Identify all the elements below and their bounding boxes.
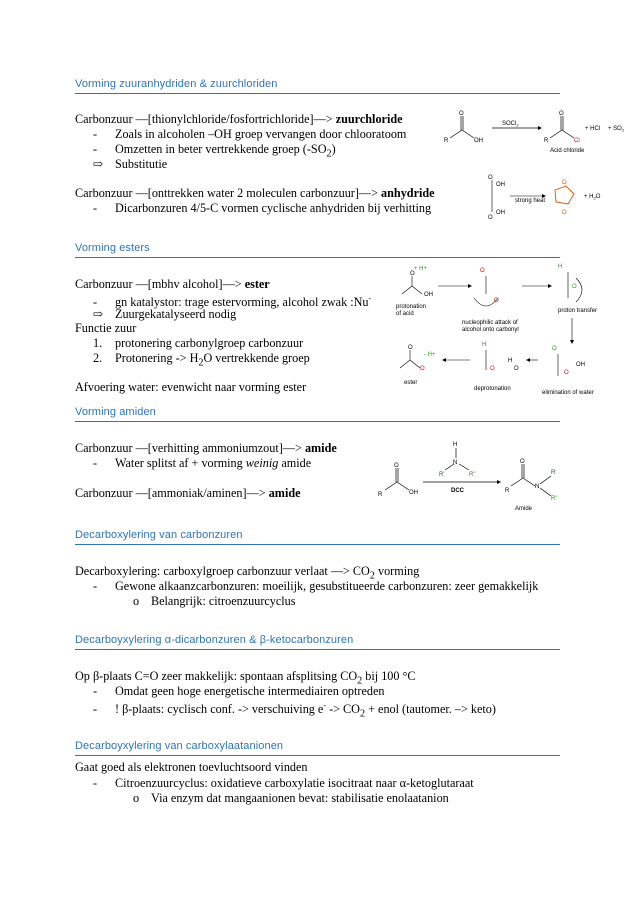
svg-text:O: O xyxy=(562,210,567,216)
svg-text:O: O xyxy=(572,284,577,290)
svg-text:H: H xyxy=(453,442,458,448)
dash-marker: - xyxy=(93,201,98,215)
svg-text:H: H xyxy=(508,358,513,364)
svg-text:ester: ester xyxy=(404,380,418,386)
bullet-line xyxy=(93,127,406,141)
svg-text:O: O xyxy=(459,111,464,117)
text: amide xyxy=(278,456,312,470)
section-heading-anhydrides: Vorming zuuranhydriden & zuurchloriden xyxy=(75,78,560,94)
text: Gaat goed als elektronen toevluchtsoord vinden xyxy=(75,760,308,774)
text: Water splitst af + vorming xyxy=(115,456,246,470)
svg-text:N: N xyxy=(535,484,540,490)
text: Carbonzuur —[verhitting ammoniumzout]—> xyxy=(75,441,305,455)
numbered-line xyxy=(93,351,310,370)
svg-text:O: O xyxy=(494,298,499,304)
svg-text:O: O xyxy=(488,175,493,181)
svg-text:R: R xyxy=(378,492,383,498)
text: + enol (tautomer. –> keto) xyxy=(365,702,496,717)
dash-marker: - xyxy=(93,579,98,593)
svg-text:deprotonation: deprotonation xyxy=(474,386,511,392)
dash-marker: - xyxy=(93,702,98,717)
text: Via enzym dat mangaanionen bevat: stabilisatie enolaatanion xyxy=(151,791,449,805)
text: Belangrijk: citroenzuurcyclus xyxy=(151,594,296,608)
section-heading-decarboxylation: Decarboxylering van carbonzuren xyxy=(75,529,560,545)
svg-text:OH: OH xyxy=(496,210,505,216)
number-marker: 1. xyxy=(93,336,103,350)
bold-term: ester xyxy=(244,277,270,291)
section-heading-ketocarbonzuren: Decarboyxylering α-dicarbonzuren & β-ketocarbonzuren xyxy=(75,634,560,650)
svg-text:R: R xyxy=(505,488,510,494)
bold-term: zuurchloride xyxy=(335,112,403,126)
svg-text:DCC: DCC xyxy=(451,488,464,494)
text: Gewone alkaanzcarbonzuren: moeilijk, gesubstitueerde carbonzuren: zeer gemakkelijk xyxy=(115,579,539,593)
dash-marker: - xyxy=(93,776,98,790)
text-line xyxy=(75,277,270,291)
section-heading-carboxylate: Decarboyxylering van carboxylaatanionen xyxy=(75,740,560,756)
text-line xyxy=(75,112,403,126)
sub-bullet-line xyxy=(133,791,449,805)
text-line xyxy=(75,441,337,455)
numbered-line xyxy=(93,336,303,350)
text: Omdat geen hoge energetische intermediairen optreden xyxy=(115,684,385,698)
svg-text:O: O xyxy=(410,271,415,277)
svg-text:+ HCl: + HCl xyxy=(585,126,601,132)
svg-text:R: R xyxy=(544,138,549,144)
subscript: 2 xyxy=(359,708,366,720)
svg-text:OH: OH xyxy=(424,292,433,298)
svg-text:O: O xyxy=(520,459,525,465)
text: Zuurgekatalyseerd nodig xyxy=(115,307,237,321)
bullet-line xyxy=(93,456,311,470)
dash-marker: - xyxy=(93,142,98,156)
sub-bullet-line xyxy=(133,594,296,608)
svg-text:O: O xyxy=(552,346,557,352)
text: Carbonzuur —[thionylchloride/fosfortrichloride]—> xyxy=(75,112,336,126)
text: Carbonzuur —[onttrekken water 2 moleculen carbonzuur]—> xyxy=(75,186,382,200)
acid-chloride-reaction-diagram xyxy=(440,108,630,158)
subscript: 2 xyxy=(357,675,363,687)
bullet-line xyxy=(93,307,236,321)
svg-text:N: N xyxy=(453,460,458,466)
text-line xyxy=(75,486,301,500)
svg-text:O: O xyxy=(490,366,495,372)
svg-text:O: O xyxy=(480,268,485,274)
subscript: 2 xyxy=(369,570,375,582)
svg-text:R: R xyxy=(444,138,449,144)
bold-term: amide xyxy=(268,486,301,500)
text: Substitutie xyxy=(115,157,168,171)
text: vorming xyxy=(374,564,420,578)
svg-text:strong heat: strong heat xyxy=(515,198,546,204)
svg-text:Cl: Cl xyxy=(574,138,580,144)
svg-text:R': R' xyxy=(551,470,557,476)
bullet-line xyxy=(93,579,538,593)
text: protonering carbonylgroep carbonzuur xyxy=(115,336,304,350)
text-line xyxy=(75,380,306,394)
svg-text:elimination of water: elimination of water xyxy=(542,390,594,396)
svg-text:R": R" xyxy=(469,472,476,478)
svg-text:alcohol onto carbonyl: alcohol onto carbonyl xyxy=(462,327,519,333)
arrow-marker-icon: ⇨ xyxy=(93,157,104,171)
dash-marker: - xyxy=(93,456,98,470)
text: ! β-plaats: cyclisch conf. -> verschuiving e xyxy=(115,702,324,717)
text: Functie zuur xyxy=(75,321,137,335)
text: Op β-plaats C=O zeer makkelijk: spontaan afsplitsing CO xyxy=(75,669,358,683)
svg-text:protonation: protonation xyxy=(396,304,427,310)
text-line xyxy=(75,186,435,200)
dash-marker: - xyxy=(93,127,98,141)
text: Zoals in alcoholen –OH groep vervangen door chlooratoom xyxy=(115,127,407,141)
svg-text:+ H2O: + $H_2O$ xyxy=(584,194,601,201)
bullet-line xyxy=(93,684,384,698)
svg-text:Acid chloride: Acid chloride xyxy=(550,148,585,154)
italic-term: weinig xyxy=(245,456,279,470)
svg-text:OH: OH xyxy=(496,182,505,188)
arrow-marker-icon: ⇨ xyxy=(93,307,104,321)
svg-text:R': R' xyxy=(439,472,445,478)
svg-text:H: H xyxy=(482,342,487,348)
svg-text:H: H xyxy=(558,264,563,270)
section-heading-esters: Vorming esters xyxy=(75,242,560,258)
svg-text:O: O xyxy=(420,366,425,372)
text: ) xyxy=(331,142,336,156)
svg-text:R": R" xyxy=(551,496,558,502)
svg-text:O: O xyxy=(394,463,399,469)
circle-marker: o xyxy=(133,594,140,608)
svg-text:Amide: Amide xyxy=(515,506,533,512)
text: Afvoering water: evenwicht naar vorming ester xyxy=(75,380,307,394)
svg-text:OH: OH xyxy=(576,362,585,368)
dash-marker: - xyxy=(93,295,98,310)
text: Dicarbonzuren 4/5-C vormen cyclische anhydriden bij verhitting xyxy=(115,201,432,215)
bullet-line xyxy=(93,157,167,171)
text: Carbonzuur —[ammoniak/aminen]—> xyxy=(75,486,269,500)
text: -> CO xyxy=(326,702,360,717)
svg-text:- H+: - H+ xyxy=(424,352,436,358)
svg-text:SOCl2: SOCl$_2$ xyxy=(502,121,519,128)
bullet-line xyxy=(93,201,431,215)
text: bij 100 °C xyxy=(362,669,416,683)
svg-text:+ H+: + H+ xyxy=(414,266,428,272)
dash-marker: - xyxy=(93,684,98,698)
text: Carbonzuur —[mbhv alcohol]—> xyxy=(75,277,245,291)
text: Decarboxylering: carboxylgroep carbonzuur verlaat —> CO xyxy=(75,564,370,578)
svg-text:+ SO2: + $SO_2$ xyxy=(608,126,625,133)
text: Omzetten in beter vertrekkende groep (-SO xyxy=(115,142,327,156)
text: Protonering -> H xyxy=(115,351,199,365)
number-marker: 2. xyxy=(93,351,103,365)
svg-text:OH: OH xyxy=(409,490,418,496)
text: gn katalystor: trage estervorming, alcohol zwak :Nu xyxy=(115,295,369,310)
svg-text:O: O xyxy=(562,180,567,186)
svg-text:O: O xyxy=(559,111,564,117)
svg-text:of acid: of acid xyxy=(396,311,414,317)
esterification-mechanism-diagram xyxy=(390,258,598,400)
svg-text:O: O xyxy=(514,366,519,372)
anhydride-reaction-diagram xyxy=(480,172,620,222)
superscript: - xyxy=(323,701,327,710)
circle-marker: o xyxy=(133,791,140,805)
svg-text:O: O xyxy=(488,215,493,221)
text: O vertrekkende groep xyxy=(203,351,310,365)
superscript: - xyxy=(368,294,372,303)
section-heading-amides: Vorming amiden xyxy=(75,406,560,422)
subscript: 2 xyxy=(326,148,332,160)
svg-text:O: O xyxy=(408,345,413,351)
bullet-line xyxy=(93,699,496,722)
text-line xyxy=(75,321,136,335)
svg-text:OH: OH xyxy=(474,138,483,144)
text-line xyxy=(75,760,308,774)
text: Citroenzuurcyclus: oxidatieve carboxylatie isocitraat naar α-ketoglutaraat xyxy=(115,776,474,790)
bullet-line xyxy=(93,776,474,790)
bold-term: amide xyxy=(304,441,337,455)
subscript: 2 xyxy=(198,357,204,369)
svg-text:proton transfer: proton transfer xyxy=(558,308,598,314)
svg-text:O: O xyxy=(564,370,569,376)
amide-formation-diagram xyxy=(375,438,575,518)
svg-text:nucleophilic attack of: nucleophilic attack of xyxy=(462,320,518,326)
bold-term: anhydride xyxy=(381,186,435,200)
